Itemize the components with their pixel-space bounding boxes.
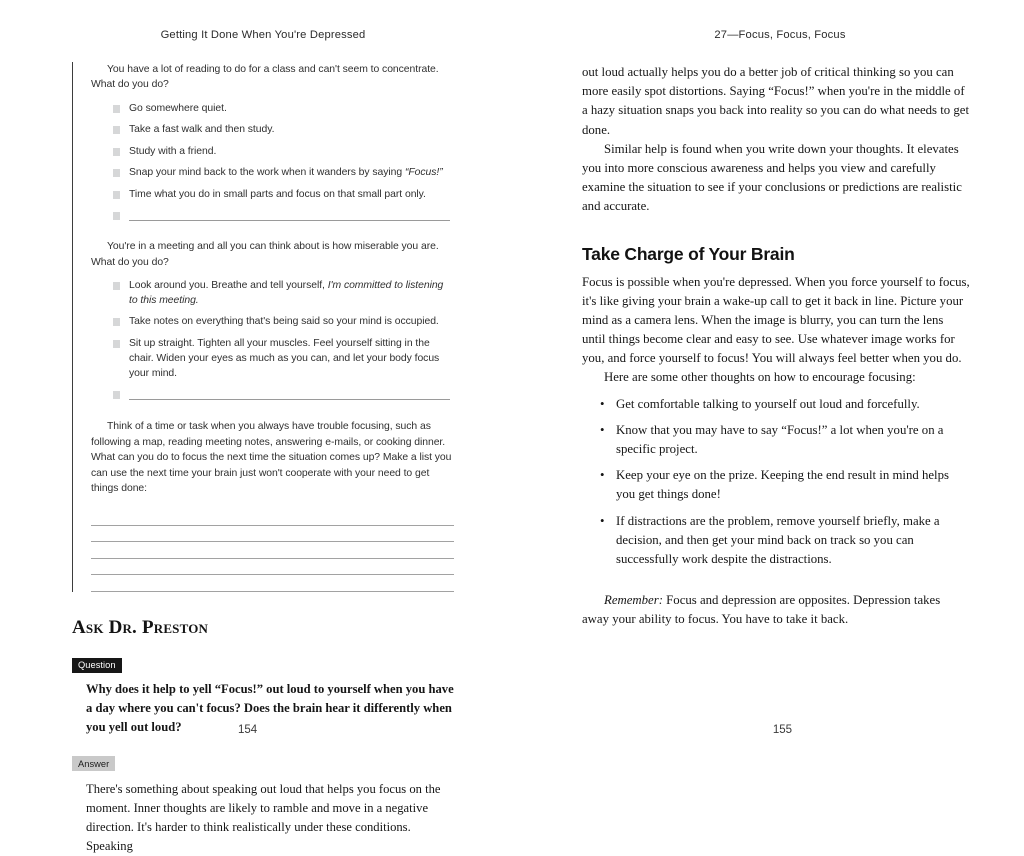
checkbox-icon[interactable] [113,126,120,134]
bullet-icon: • [600,468,605,483]
list-item-label: If distractions are the problem, remove yourself briefly, make a decision, and then get your mind back on track so you can successfully work despite the distractions. [616,513,940,566]
list-item-label: Know that you may have to say “Focus!” a lot when you're on a specific project. [616,422,944,456]
list-item-label: Keep your eye on the prize. Keeping the end result in mind helps you get things done! [616,468,949,502]
list-item [600,512,970,570]
checklist-two [91,279,454,400]
ask-dr-preston-heading: Ask Dr. Preston [72,616,209,638]
write-lines-group [91,509,454,592]
checkbox-icon[interactable] [113,212,120,220]
right-page [512,0,1024,768]
checklist-item[interactable] [113,102,454,117]
left-page [0,0,512,854]
checklist-item-blank[interactable] [113,388,454,400]
checkbox-icon[interactable] [113,282,120,290]
write-line[interactable] [91,559,454,576]
answer-badge: Answer [72,756,115,771]
paragraph-focus-possible: Focus is possible when you're depressed. When you force yourself to focus, it's like giving your brain a wake-up call to get it back in line. Picture your mind as a camera lens. When the image is blurry, you can turn the lens until things become clear and easy to see. Use whatever image works for you, and force yourself to focus! You will always feel better when you do. [582,274,970,366]
checklist-item-label: Take a fast walk and then study. [129,124,275,136]
exercise-block [72,62,454,592]
list-item [600,421,970,459]
checklist-item[interactable] [113,188,454,203]
checkbox-icon[interactable] [113,191,120,199]
checklist-one [91,102,454,221]
write-line[interactable] [129,388,450,400]
write-line[interactable] [91,526,454,543]
paragraph-lead-in: Here are some other thoughts on how to encourage focusing: [604,370,916,385]
paragraph-continued: out loud actually helps you do a better job of critical thinking so you can more easily spot distortions. Saying “Focus!” when you're in the middle of a hazy situation snaps you back into reality so you can do what needs to get done. [582,65,970,137]
checkbox-icon[interactable] [113,148,120,156]
exercise-prompt-3: Think of a time or task when you always have trouble focusing, such as following a map, reading meeting notes, answering e-mails, or cooking dinner. What can you do to focus the next time the situation comes up? Make a list you can use the next time your brain just won't cooperate with your need to get things done: [91,421,452,494]
remember-text: Focus and depression are opposites. Depression takes away your ability to focus. You have to take it back. [582,593,941,627]
write-line[interactable] [91,575,454,592]
checklist-item-label: Look around you. Breathe and tell yourself, [129,279,328,291]
list-item-label: Get comfortable talking to yourself out loud and forcefully. [616,396,920,411]
exercise-prompt-2: You're in a meeting and all you can think about is how miserable you are. What do you do? [91,241,439,268]
checklist-item-label: Study with a friend. [129,145,217,157]
checkbox-icon[interactable] [113,169,120,177]
checkbox-icon[interactable] [113,391,120,399]
checkbox-icon[interactable] [113,105,120,113]
checklist-item-blank[interactable] [113,209,454,221]
checklist-item[interactable] [113,279,454,309]
checkbox-icon[interactable] [113,318,120,326]
bullet-icon: • [600,513,605,528]
list-item [600,466,970,504]
page-number-left: 154 [238,724,258,736]
section-heading-take-charge: Take Charge of Your Brain [582,243,795,264]
running-head-right: 27—Focus, Focus, Focus [714,29,846,41]
checklist-item-emphasis: I'm committed to listening to this meeting. [129,279,444,306]
checklist-item-label: Take notes on everything that's being said so your mind is occupied. [129,316,439,328]
checklist-item-label: Go somewhere quiet. [129,102,227,114]
question-text: Why does it help to yell “Focus!” out loud to yourself when you have a day where you can't focus? Does the brain hear it differently when you yell out loud? [86,682,454,735]
write-line[interactable] [129,209,450,221]
bullet-icon: • [600,422,605,437]
checklist-item-label: Snap your mind back to the work when it wanders by saying [129,167,405,179]
remember-paragraph [582,591,970,629]
checklist-item[interactable] [113,315,454,330]
checklist-item-label: Time what you do in small parts and focus on that small part only. [129,188,426,200]
remember-label: Remember: [604,593,663,608]
bullet-icon: • [600,396,605,411]
checkbox-icon[interactable] [113,340,120,348]
page-number-right: 155 [772,724,792,736]
write-line[interactable] [91,542,454,559]
focus-tips-list [582,395,970,570]
answer-text: There's something about speaking out loud that helps you focus on the moment. Inner thoughts are likely to ramble and move in a negative direction. It's harder to think realistically under these conditions. Speaking [86,781,441,854]
checklist-item[interactable] [113,123,454,138]
exercise-prompt-1: You have a lot of reading to do for a class and can't seem to concentrate. What do you do? [91,64,439,91]
question-badge: Question [72,658,122,673]
checklist-item-emphasis: “Focus!” [404,167,443,179]
paragraph-similar-help: Similar help is found when you write down your thoughts. It elevates you into more conscious awareness and helps you view and carefully examine the situation to see if your conclusions or predictions are realistic and accurate. [582,141,962,214]
checklist-item[interactable] [113,166,454,181]
checklist-item[interactable] [113,337,454,382]
running-head-left: Getting It Done When You're Depressed [160,29,366,41]
checklist-item-label: Sit up straight. Tighten all your muscles. Feel yourself sitting in the chair. Widen your eyes as much as you can, and let your body focus your mind. [129,337,440,379]
write-line[interactable] [91,509,454,526]
checklist-item[interactable] [113,145,454,160]
list-item [600,395,970,414]
